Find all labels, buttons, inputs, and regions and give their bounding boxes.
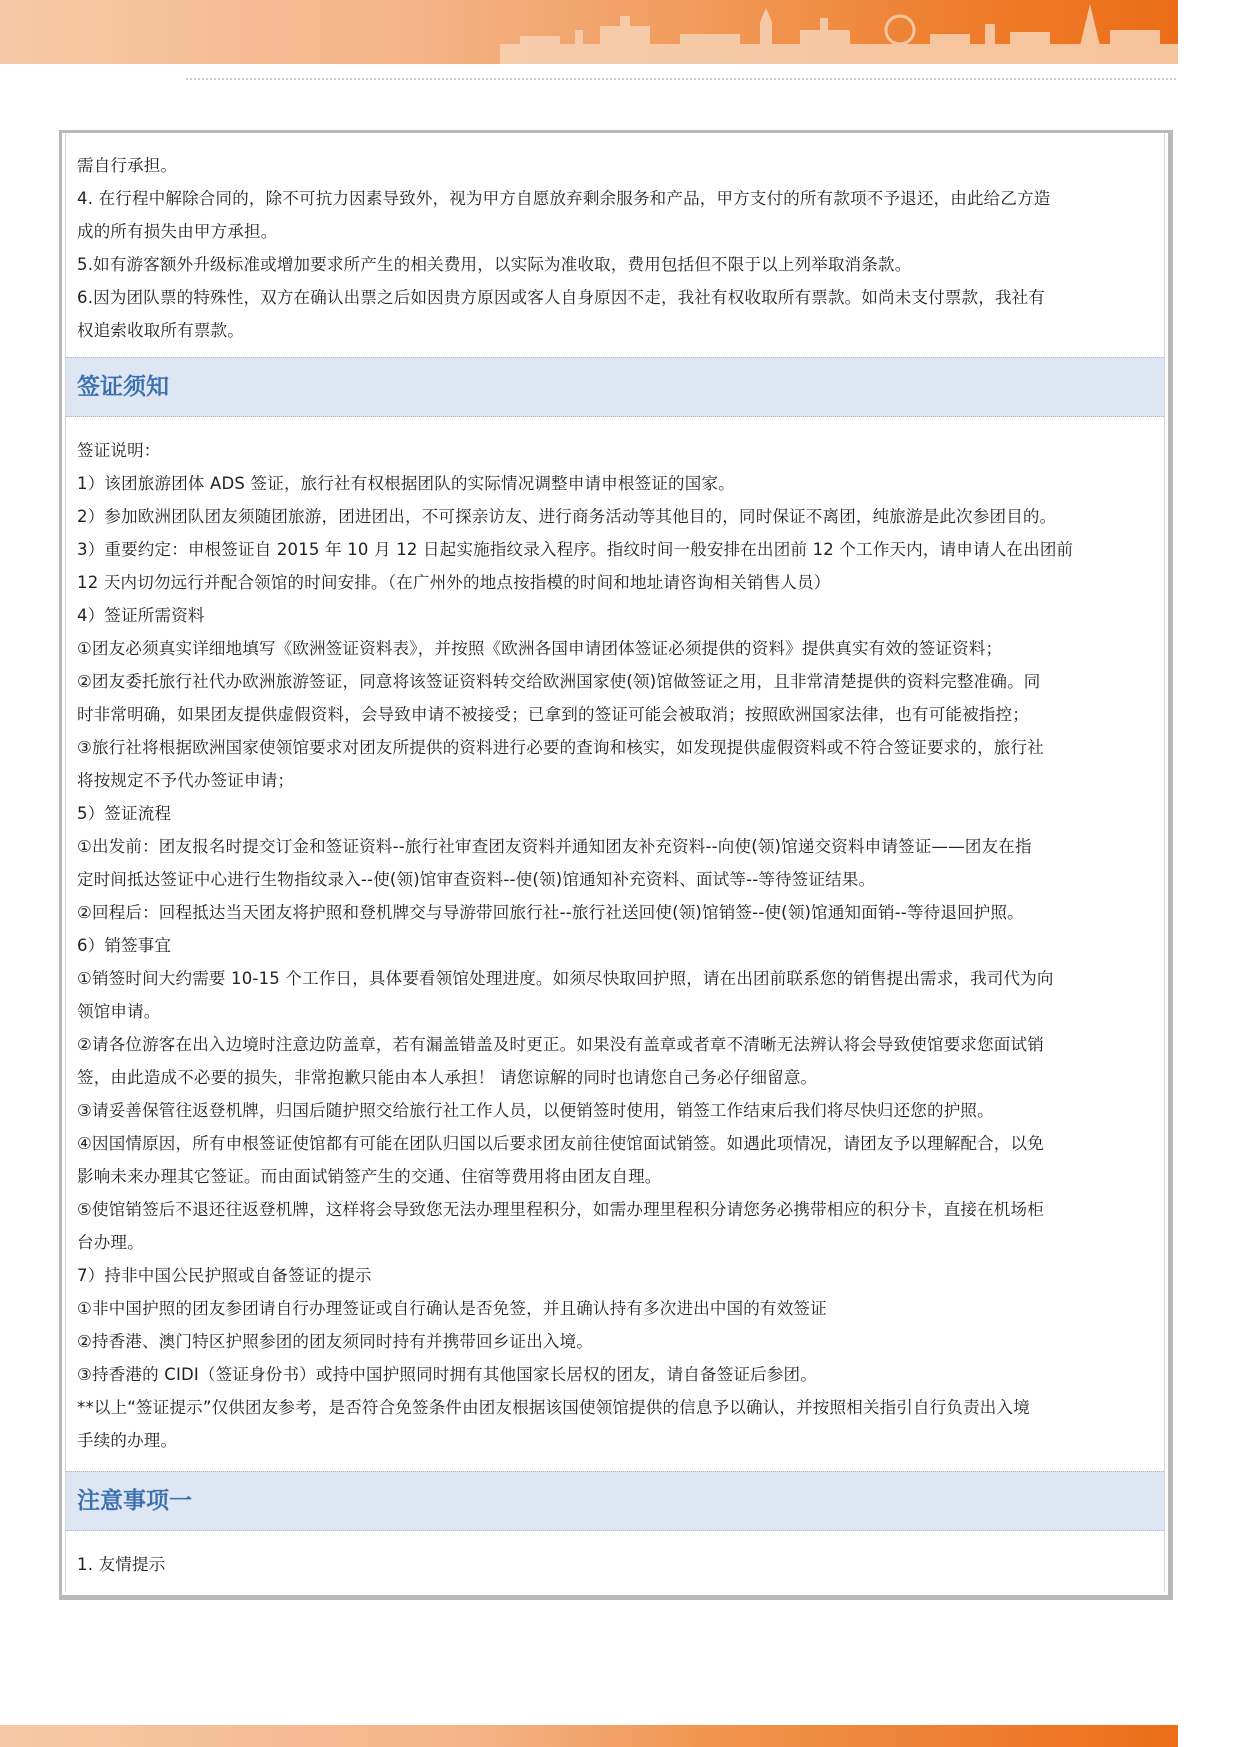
header-divider <box>186 78 1176 80</box>
text-line: 4. 在行程中解除合同的，除不可抗力因素导致外，视为甲方自愿放弃剩余服务和产品，甲方支付的所有款项不予退还，由此给乙方造 <box>77 189 1051 208</box>
text-line: 时非常明确，如果团友提供虚假资料，会导致申请不被接受；已拿到的签证可能会被取消；按照欧洲国家法律，也有可能被指控； <box>77 705 1029 724</box>
text-line: 2）参加欧洲团队团友须随团旅游，团进团出，不可探亲访友、进行商务活动等其他目的，同时保证不离团，纯旅游是此次参团目的。 <box>77 507 1057 526</box>
text-line: ①非中国护照的团友参团请自行办理签证或自行确认是否免签，并且确认持有多次进出中国的有效签证 <box>77 1299 827 1318</box>
text-line: 权追索收取所有票款。 <box>77 321 244 340</box>
text-line: 4）签证所需资料 <box>77 606 205 625</box>
text-line: 签，由此造成不必要的损失，非常抱歉只能由本人承担！ 请您谅解的同时也请您自己务必仔细留意。 <box>77 1068 818 1087</box>
top-banner <box>0 0 1178 64</box>
text-line: 签证说明： <box>77 441 161 460</box>
text-line: 5）签证流程 <box>77 804 172 823</box>
text-line: 3）重要约定：申根签证自 2015 年 10 月 12 日起实施指纹录入程序。指纹时间一般安排在出团前 12 个工作天内，请申请人在出团前 <box>77 540 1074 559</box>
text-line: ①团友必须真实详细地填写《欧洲签证资料表》，并按照《欧洲各国申请团体签证必须提供的资料》提供真实有效的签证资料； <box>77 639 1003 658</box>
text-line: 手续的办理。 <box>77 1431 178 1450</box>
section-title: 签证须知 <box>77 374 169 400</box>
text-line: ③请妥善保管往返登机牌，归国后随护照交给旅行社工作人员，以便销签时使用，销签工作结束后我们将尽快归还您的护照。 <box>77 1101 994 1120</box>
text-line: 6）销签事宜 <box>77 936 172 955</box>
content-frame <box>59 130 1173 1600</box>
text-line: 影响未来办理其它签证。而由面试销签产生的交通、住宿等费用将由团友自理。 <box>77 1167 662 1186</box>
text-line: ②团友委托旅行社代办欧洲旅游签证，同意将该签证资料转交给欧洲国家使(领)馆做签证之用，且非常清楚提供的资料完整准确。同 <box>77 672 1041 691</box>
text-line: 将按规定不予代办签证申请； <box>77 771 295 790</box>
text-line: 5.如有游客额外升级标准或增加要求所产生的相关费用，以实际为准收取，费用包括但不限于以上列举取消条款。 <box>77 255 912 274</box>
text-line: ⑤使馆销签后不退还往返登机牌，这样将会导致您无法办理里程积分，如需办理里程积分请您务必携带相应的积分卡，直接在机场柜 <box>77 1200 1044 1219</box>
text-line: ③旅行社将根据欧洲国家使领馆要求对团友所提供的资料进行必要的查询和核实，如发现提供虚假资料或不符合签证要求的，旅行社 <box>77 738 1044 757</box>
section-title: 注意事项一 <box>77 1488 192 1514</box>
text-line: 台办理。 <box>77 1233 144 1252</box>
text-line: ①销签时间大约需要 10-15 个工作日，具体要看领馆处理进度。如须尽快取回护照，请在出团前联系您的销售提出需求，我司代为向 <box>77 969 1054 988</box>
text-line: 1）该团旅游团体 ADS 签证，旅行社有权根据团队的实际情况调整申请申根签证的国家。 <box>77 474 735 493</box>
text-line: ①出发前：团友报名时提交订金和签证资料--旅行社审查团友资料并通知团友补充资料--向使(领)馆递交资料申请签证——团友在指 <box>77 837 1032 856</box>
text-line: 定时间抵达签证中心进行生物指纹录入--使(领)馆审查资料--使(领)馆通知补充资料、面试等--等待签证结果。 <box>77 870 876 889</box>
text-line: 1. 友情提示 <box>77 1555 166 1574</box>
text-line: **以上“签证提示”仅供团友参考，是否符合免签条件由团友根据该国使领馆提供的信息予以确认，并按照相关指引自行负责出入境 <box>77 1398 1030 1417</box>
text-line: ②请各位游客在出入边境时注意边防盖章，若有漏盖错盖及时更正。如果没有盖章或者章不清晰无法辨认将会导致使馆要求您面试销 <box>77 1035 1044 1054</box>
visa-section-header <box>66 357 1164 417</box>
intro-paragraphs <box>77 149 1156 347</box>
city-skyline-decoration <box>0 0 1178 64</box>
text-line: ②回程后：回程抵达当天团友将护照和登机牌交与导游带回旅行社--旅行社送回使(领)馆销签--使(领)馆通知面销--等待退回护照。 <box>77 903 1024 922</box>
text-line: 需自行承担。 <box>77 156 178 175</box>
visa-paragraphs <box>77 434 1156 1457</box>
notice-section-header <box>66 1471 1164 1531</box>
text-line: 7）持非中国公民护照或自备签证的提示 <box>77 1266 372 1285</box>
text-line: 领馆申请。 <box>77 1002 161 1021</box>
text-line: ④因国情原因，所有申根签证使馆都有可能在团队归国以后要求团友前往使馆面试销签。如遇此项情况，请团友予以理解配合，以免 <box>77 1134 1044 1153</box>
bottom-banner <box>0 1725 1178 1747</box>
text-line: 成的所有损失由甲方承担。 <box>77 222 278 241</box>
notice-paragraphs <box>77 1548 1156 1581</box>
text-line: ②持香港、澳门特区护照参团的团友须同时持有并携带回乡证出入境。 <box>77 1332 593 1351</box>
text-line: ③持香港的 CIDI（签证身份书）或持中国护照同时拥有其他国家长居权的团友，请自备签证后参团。 <box>77 1365 817 1384</box>
text-line: 12 天内切勿远行并配合领馆的时间安排。（在广州外的地点按指模的时间和地址请咨询相关销售人员） <box>77 573 831 592</box>
text-line: 6.因为团队票的特殊性，双方在确认出票之后如因贵方原因或客人自身原因不走，我社有权收取所有票款。如尚未支付票款，我社有 <box>77 288 1046 307</box>
